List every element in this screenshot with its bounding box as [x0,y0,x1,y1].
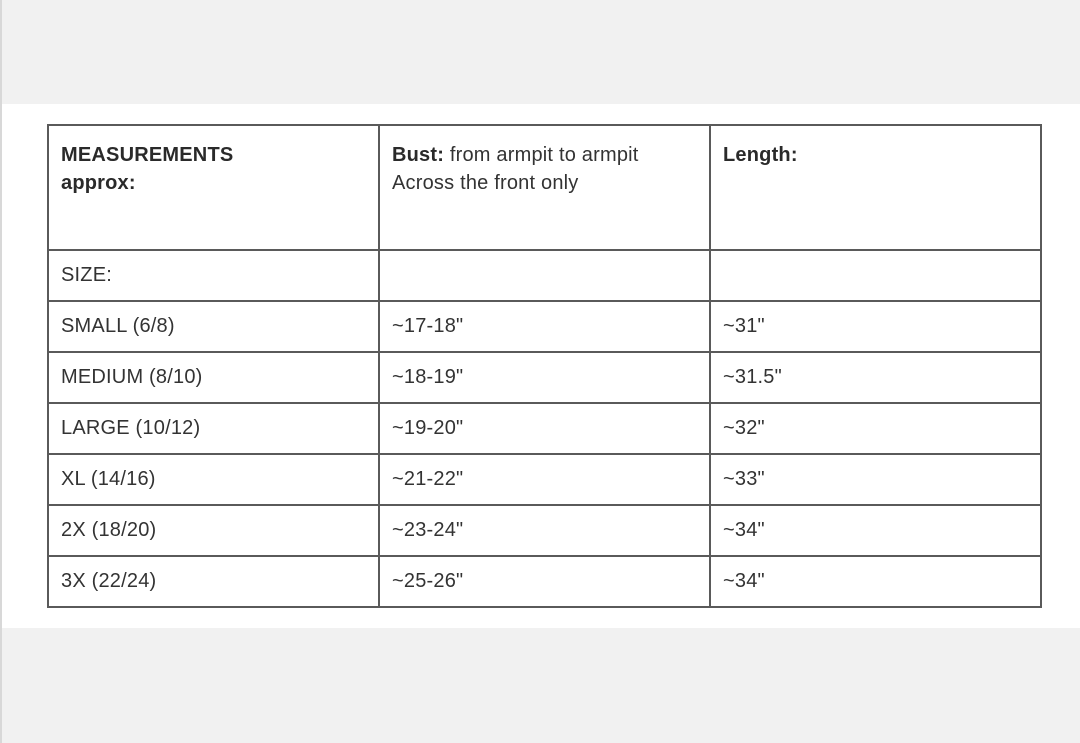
table-header-row [48,125,1041,250]
bust-cell: ~21-22" [379,454,710,505]
bottom-margin [0,628,1080,743]
bust-cell: ~18-19" [379,352,710,403]
header-length-label: Length: [723,144,798,166]
header-bust-label: Bust: [392,144,445,166]
size-label-cell: SIZE: [48,250,379,301]
size-cell: SMALL (6/8) [48,301,379,352]
bust-cell: ~19-20" [379,403,710,454]
header-bust-note: Across the front only [392,172,579,194]
table-row [48,556,1041,607]
table-row [48,454,1041,505]
bust-cell: ~17-18" [379,301,710,352]
measurements-table [47,124,1042,608]
size-cell: LARGE (10/12) [48,403,379,454]
length-cell: ~32" [710,403,1041,454]
bust-cell: ~23-24" [379,505,710,556]
table-row [48,352,1041,403]
bust-cell: ~25-26" [379,556,710,607]
length-cell: ~34" [710,505,1041,556]
size-cell: XL (14/16) [48,454,379,505]
size-label-length-cell [710,250,1041,301]
size-cell: 2X (18/20) [48,505,379,556]
header-bust-description: from armpit to armpit [444,144,639,166]
size-label-row [48,250,1041,301]
size-cell: 3X (22/24) [48,556,379,607]
size-cell: MEDIUM (8/10) [48,352,379,403]
length-cell: ~33" [710,454,1041,505]
length-cell: ~31" [710,301,1041,352]
size-label-bust-cell [379,250,710,301]
header-approx-label: approx: [61,172,136,194]
left-edge [0,0,2,743]
header-length-cell [710,125,1041,250]
table-row [48,301,1041,352]
top-margin [0,0,1080,104]
header-measurements-label: MEASUREMENTS [61,144,234,166]
length-cell: ~34" [710,556,1041,607]
length-cell: ~31.5" [710,352,1041,403]
table-row [48,505,1041,556]
header-bust-cell [379,125,710,250]
table-row [48,403,1041,454]
header-measurements-cell [48,125,379,250]
